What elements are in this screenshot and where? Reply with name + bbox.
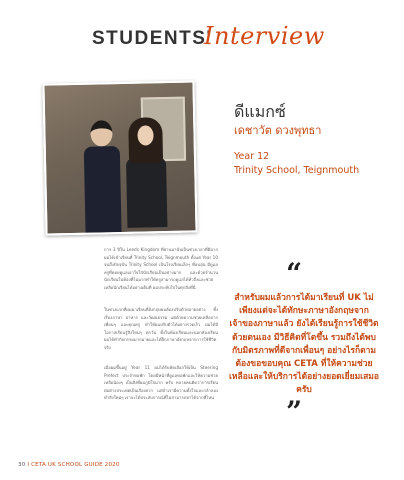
close-quote-icon: ”	[286, 395, 303, 428]
page-number: 30	[18, 462, 26, 468]
open-quote-icon: “	[286, 257, 303, 290]
footer-separator: I	[27, 462, 32, 468]
body-paragraph-3: เมื่อผมขึ้นอยู่ Year 11 ผมได้รับคัดเลือกให้เป็น Steering Prefect ประจำหอพัก โดยมีหน้าที่ดูแลหอพักและให้ความช่วยเหลือน้องๆ เป็นสิ่งที่ผมภูมิใจมาก ครับ หลายคนคิดว่าการเรียนต่อต่างประเทศเป็นเรื่องยาก แต่ถ้าเรามีความตั้งใจและกล้าลองทำสิ่งใหม่ๆ เราจะได้ประสบการณ์ที่ไม่สามารถหาได้จากที่ไหน	[104, 365, 218, 401]
header-title-script: Interview	[204, 22, 325, 50]
student-year: Year 12	[234, 151, 270, 162]
pull-quote	[228, 257, 380, 428]
page-header	[92, 22, 392, 62]
student-photo	[42, 80, 197, 235]
student-nickname: ดีแมกซ์	[234, 102, 286, 121]
page-footer	[18, 462, 120, 468]
body-paragraph-2: ในช่วงแรกที่ผมมาเรียนที่อังกฤษผมต้องปรับตัวหลายอย่าง ทั้งเรื่องภาษา อาหาร และวัฒนธรรม แต่ด้วยความช่วยเหลือจากเพื่อนๆ และคุณครู ทำให้ผมปรับตัวได้อย่างรวดเร็ว ผมได้มีโอกาสเรียนรู้สิ่งใหม่ๆ ทุกวัน ทั้งในห้องเรียนและนอกห้องเรียน ผมได้ทำกิจกรรมมากมายและได้ฝึกภาษาอังกฤษจากการใช้ชีวิตจริง	[104, 307, 218, 350]
body-paragraph-1: การ 3 ปีใน Leeds Kingdom ที่ผ่านมานับเป็นช่วงเวลาที่ดีมาก ผมได้เข้าเรียนที่ Trinity School, Teignmouth ตั้งแต่ Year 10 จนถึงปัจจุบัน Trinity School เป็นโรงเรียนเล็กๆ ที่อบอุ่น มีดูแลครูที่คอยดูแลเอาใจใส่นักเรียนเป็นอย่างมาก และด้วยจำนวนนักเรียนในห้องที่ไม่มากทำให้ครูสามารถดูแลได้ทั่วถึงและช่วยเหลือนักเรียนได้อย่างเต็มที่ ผมประทับใจในทุกสิ่งที่นี่	[104, 247, 218, 290]
pull-quote-text: สำหรับผมแล้วการได้มาเรียนที่ UK ไม่เพียงแต่จะได้ทักษะภาษาอังกฤษจากเจ้าของภาษาแล้ว ยังได้เรียนรู้การใช้ชีวิตด้วยตนเอง มีวิธีคิดที่โตขึ้น รวมถึงได้พบกับมิตรภาพที่ดีจากเพื่อนๆ อย่างไรก็ตามต้องขอขอบคุณ CETA ที่ให้ความช่วยเหลือและให้บริการได้อย่างยอดเยี่ยมเสมอครับ	[229, 293, 379, 396]
student-fullname: เดชาวัต ดวงพุทธา	[234, 124, 322, 137]
footer-publication: CETA UK SCHOOL GUIDE 2020	[31, 462, 120, 468]
photo-person-male	[83, 120, 121, 233]
header-title-main: STUDENTS'	[92, 28, 213, 49]
photo-person-female	[125, 117, 167, 232]
student-school: Trinity School, Teignmouth	[234, 165, 360, 176]
profile-block	[234, 102, 394, 178]
